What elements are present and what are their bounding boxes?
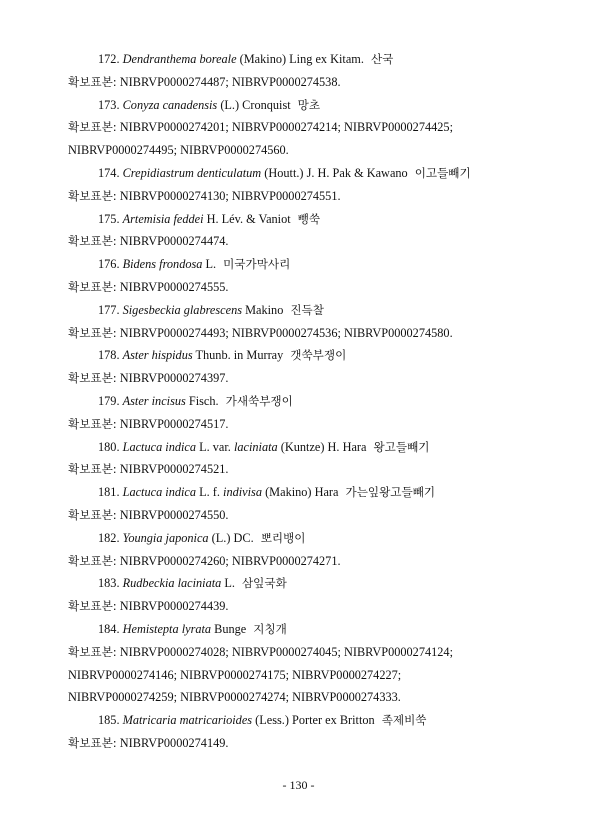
korean-name: 갯쑥부쟁이 bbox=[290, 348, 347, 363]
korean-name: 산국 bbox=[370, 52, 394, 66]
entry-number: 182. bbox=[98, 530, 120, 545]
specimen-line bbox=[68, 550, 538, 573]
korean-name: 뺑쑥 bbox=[297, 211, 321, 226]
specimen-line bbox=[68, 595, 538, 618]
species-heading bbox=[68, 94, 538, 117]
scientific-name: Conyza canadensis bbox=[122, 97, 218, 112]
author-citation: (Less.) Porter ex Britton bbox=[255, 713, 375, 728]
species-heading bbox=[68, 253, 538, 276]
author-citation: Fisch. bbox=[188, 393, 219, 408]
specimen-ids: NIBRVP0000274487; NIBRVP0000274538. bbox=[119, 74, 341, 89]
specimen-label: 확보표본: bbox=[68, 371, 117, 386]
specimen-ids: NIBRVP0000274521. bbox=[119, 462, 229, 477]
page-number: - 130 - bbox=[282, 778, 315, 792]
species-heading bbox=[68, 436, 538, 459]
specimen-line bbox=[68, 504, 538, 527]
species-heading bbox=[68, 162, 538, 185]
author-citation: L. bbox=[205, 257, 217, 272]
specimen-ids: NIBRVP0000274555. bbox=[119, 279, 229, 294]
entry-number: 181. bbox=[98, 485, 120, 500]
entry-number: 180. bbox=[98, 439, 120, 454]
entry-number: 176. bbox=[98, 257, 120, 272]
specimen-line-continued bbox=[68, 139, 538, 162]
species-heading bbox=[68, 572, 538, 595]
specimen-label: 확보표본: bbox=[68, 599, 117, 614]
specimen-ids: NIBRVP0000274495; NIBRVP0000274560. bbox=[68, 143, 289, 158]
species-heading bbox=[68, 299, 538, 322]
species-heading bbox=[68, 344, 538, 367]
specimen-line bbox=[68, 116, 538, 139]
scientific-name: Lactuca indica bbox=[122, 485, 197, 500]
entry-number: 177. bbox=[98, 302, 120, 317]
scientific-name: Aster incisus bbox=[122, 393, 186, 408]
korean-name: 미국가막사리 bbox=[223, 257, 291, 272]
scientific-name: Sigesbeckia glabrescens bbox=[122, 302, 243, 317]
specimen-ids: NIBRVP0000274259; NIBRVP0000274274; NIBRVP0000274333. bbox=[68, 690, 401, 705]
entry-number: 184. bbox=[98, 621, 120, 636]
scientific-name: Hemistepta lyrata bbox=[122, 621, 212, 636]
species-heading bbox=[68, 481, 538, 504]
korean-name: 삼잎국화 bbox=[241, 576, 287, 591]
scientific-name: Lactuca indica bbox=[122, 439, 197, 454]
specimen-label: 확보표본: bbox=[68, 120, 117, 135]
specimen-ids: NIBRVP0000274517. bbox=[119, 416, 229, 431]
specimen-ids: NIBRVP0000274146; NIBRVP0000274175; NIBRVP0000274227; bbox=[68, 667, 402, 682]
specimen-ids: NIBRVP0000274028; NIBRVP0000274045; NIBRVP0000274124; bbox=[119, 644, 453, 659]
specimen-label: 확보표본: bbox=[68, 644, 117, 659]
infraspecific-author: (Makino) Hara bbox=[265, 485, 339, 500]
specimen-line bbox=[68, 413, 538, 436]
specimen-label: 확보표본: bbox=[68, 507, 117, 522]
author-citation: Makino bbox=[245, 302, 284, 317]
specimen-label: 확보표본: bbox=[68, 234, 117, 249]
korean-name: 이고들빼기 bbox=[414, 165, 471, 180]
author-citation: Thunb. in Murray bbox=[195, 348, 284, 363]
specimen-line-continued bbox=[68, 686, 538, 709]
author-citation: (L.) DC. bbox=[211, 530, 254, 545]
species-list bbox=[68, 48, 538, 755]
specimen-label: 확보표본: bbox=[68, 553, 117, 568]
entry-number: 175. bbox=[98, 211, 120, 226]
specimen-line bbox=[68, 276, 538, 299]
specimen-label: 확보표본: bbox=[68, 735, 117, 750]
specimen-line bbox=[68, 367, 538, 390]
specimen-line bbox=[68, 732, 538, 755]
author-citation: L. bbox=[224, 576, 235, 591]
author-citation: L. var. bbox=[199, 439, 231, 454]
specimen-label: 확보표본: bbox=[68, 325, 117, 340]
specimen-ids: NIBRVP0000274493; NIBRVP0000274536; NIBRVP0000274580. bbox=[119, 325, 453, 340]
specimen-label: 확보표본: bbox=[68, 462, 117, 477]
specimen-ids: NIBRVP0000274130; NIBRVP0000274551. bbox=[119, 188, 341, 203]
specimen-ids: NIBRVP0000274201; NIBRVP0000274214; NIBRVP0000274425; bbox=[119, 120, 453, 135]
specimen-label: 확보표본: bbox=[68, 188, 117, 203]
specimen-ids: NIBRVP0000274474. bbox=[119, 234, 229, 249]
specimen-ids: NIBRVP0000274439. bbox=[119, 599, 229, 614]
specimen-line-continued bbox=[68, 664, 538, 687]
entry-number: 173. bbox=[98, 97, 120, 112]
infraspecific-author: (Kuntze) H. Hara bbox=[280, 439, 367, 454]
species-heading bbox=[68, 390, 538, 413]
species-heading bbox=[68, 527, 538, 550]
specimen-ids: NIBRVP0000274397. bbox=[119, 371, 229, 386]
specimen-label: 확보표본: bbox=[68, 279, 117, 294]
specimen-ids: NIBRVP0000274149. bbox=[119, 735, 229, 750]
scientific-name: Dendranthema boreale bbox=[122, 52, 237, 66]
specimen-line bbox=[68, 458, 538, 481]
specimen-label: 확보표본: bbox=[68, 416, 117, 431]
species-heading bbox=[68, 618, 538, 641]
author-citation: L. f. bbox=[199, 485, 220, 500]
entry-number: 172. bbox=[98, 52, 120, 66]
infraspecific-name: laciniata bbox=[233, 439, 278, 454]
korean-name: 가새쑥부쟁이 bbox=[225, 393, 293, 408]
korean-name: 왕고들빼기 bbox=[373, 439, 430, 454]
author-citation: Bunge bbox=[214, 621, 247, 636]
author-citation: (Houtt.) J. H. Pak & Kawano bbox=[264, 165, 408, 180]
scientific-name: Aster hispidus bbox=[122, 348, 193, 363]
author-citation: H. Lév. & Vaniot bbox=[206, 211, 291, 226]
specimen-ids: NIBRVP0000274550. bbox=[119, 507, 229, 522]
specimen-line bbox=[68, 641, 538, 664]
specimen-line bbox=[68, 185, 538, 208]
specimen-line bbox=[68, 230, 538, 253]
species-heading bbox=[68, 48, 538, 71]
scientific-name: Youngia japonica bbox=[122, 530, 209, 545]
entry-number: 179. bbox=[98, 393, 120, 408]
entry-number: 183. bbox=[98, 576, 120, 591]
scientific-name: Crepidiastrum denticulatum bbox=[122, 165, 262, 180]
specimen-label: 확보표본: bbox=[68, 74, 117, 89]
korean-name: 진득찰 bbox=[290, 302, 324, 317]
scientific-name: Rudbeckia laciniata bbox=[122, 576, 222, 591]
infraspecific-name: indivisa bbox=[223, 485, 262, 500]
scientific-name: Bidens frondosa bbox=[122, 257, 203, 272]
author-citation: (L.) Cronquist bbox=[220, 97, 291, 112]
entry-number: 174. bbox=[98, 165, 120, 180]
korean-name: 족제비쑥 bbox=[381, 713, 427, 728]
korean-name: 지칭개 bbox=[253, 621, 287, 636]
korean-name: 뽀리뱅이 bbox=[260, 530, 306, 545]
korean-name: 가는잎왕고들빼기 bbox=[345, 485, 436, 500]
specimen-ids: NIBRVP0000274260; NIBRVP0000274271. bbox=[119, 553, 341, 568]
scientific-name: Artemisia feddei bbox=[122, 211, 204, 226]
entry-number: 185. bbox=[98, 713, 120, 728]
species-heading bbox=[68, 208, 538, 231]
specimen-line bbox=[68, 71, 538, 94]
korean-name: 망초 bbox=[297, 97, 321, 112]
entry-number: 178. bbox=[98, 348, 120, 363]
species-heading bbox=[68, 709, 538, 732]
author-citation: (Makino) Ling ex Kitam. bbox=[239, 52, 364, 66]
specimen-line bbox=[68, 322, 538, 345]
scientific-name: Matricaria matricarioides bbox=[122, 713, 253, 728]
